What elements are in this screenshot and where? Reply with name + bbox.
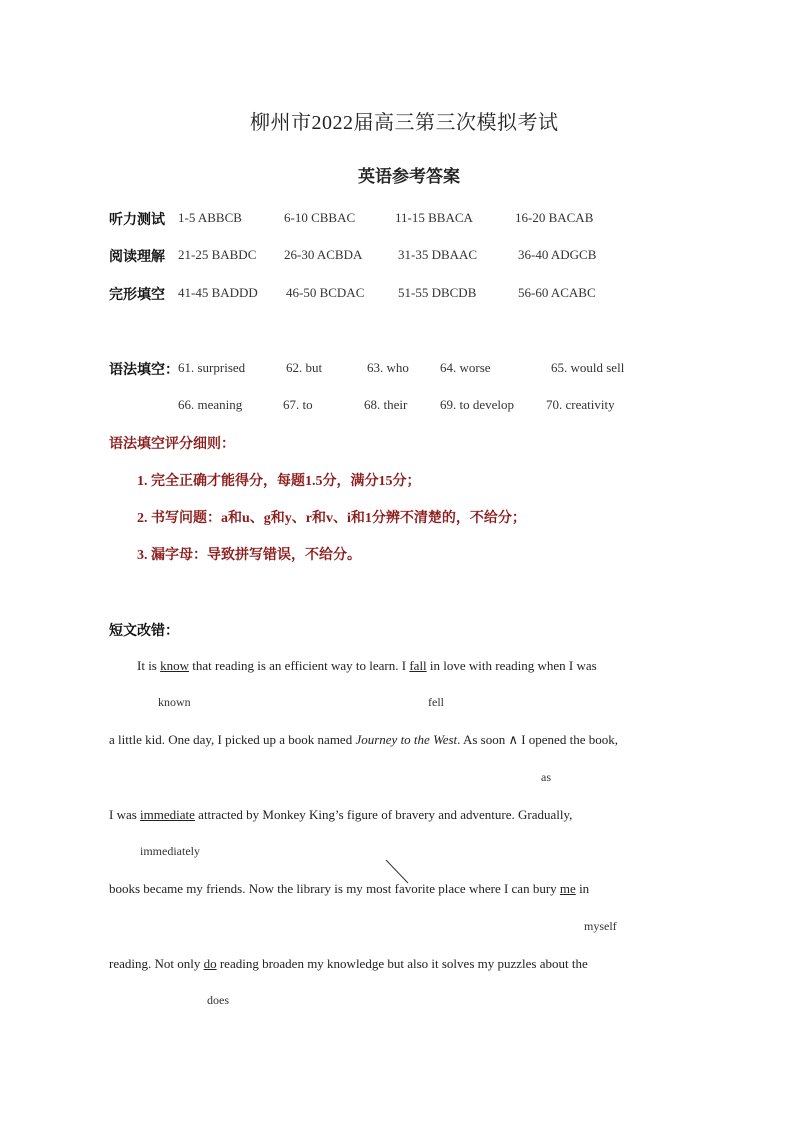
answer-group: 31-35 DBAAC xyxy=(398,247,478,262)
grading-rule: 1. 完全正确才能得分，每题1.5分，满分15分； xyxy=(137,474,421,489)
section-label: 短文改错： xyxy=(109,624,179,639)
answer-group: 1-5 ABBCB xyxy=(178,210,242,225)
error-word: know xyxy=(160,658,190,673)
grammar-answer: 63. who xyxy=(367,360,409,375)
grading-rule: 3. 漏字母：导致拼写错误，不给分。 xyxy=(137,548,361,563)
section-label: 阅读理解 xyxy=(109,250,165,265)
grammar-answer: 61. surprised xyxy=(178,360,246,375)
grammar-answer: 65. would sell xyxy=(551,360,625,375)
error-word: fall xyxy=(409,658,427,673)
grammar-answer: 66. meaning xyxy=(178,397,243,412)
grading-title: 语法填空评分细则： xyxy=(109,437,235,452)
grammar-answer: 67. to xyxy=(283,397,313,412)
correction-word: fell xyxy=(428,695,444,709)
passage-line: a little kid. One day, I picked up a book named Journey to the West. As soon ∧ I opened the book, xyxy=(109,732,618,747)
section-label: 听力测试 xyxy=(109,213,165,228)
page-subtitle: 英语参考答案 xyxy=(358,167,460,186)
correction-word: known xyxy=(158,695,191,709)
answer-group: 36-40 ADGCB xyxy=(518,247,597,262)
correction-word: immediately xyxy=(140,844,200,858)
correction-word: myself xyxy=(584,919,617,933)
error-word: do xyxy=(203,956,217,971)
answer-group: 51-55 DBCDB xyxy=(398,285,477,300)
answer-group: 6-10 CBBAC xyxy=(284,210,356,225)
page-title: 柳州市2022届高三第三次模拟考试 xyxy=(250,112,559,134)
error-word: me xyxy=(559,881,576,896)
grading-rule: 2. 书写问题：a和u、g和y、r和v、i和1分辨不清楚的，不给分； xyxy=(137,511,526,526)
grammar-answer: 62. but xyxy=(286,360,323,375)
answer-group: 11-15 BBACA xyxy=(395,210,473,225)
answer-group: 41-45 BADDD xyxy=(178,285,258,300)
grammar-answer: 68. their xyxy=(364,397,408,412)
passage-line: reading. Not only do reading broaden my knowledge but also it solves my puzzles about the xyxy=(109,956,588,971)
book-title: Journey to the West xyxy=(355,732,458,747)
correction-word: as xyxy=(541,770,551,784)
passage-line: I was immediate attracted by Monkey King’s figure of bravery and adventure. Gradually, xyxy=(109,807,573,822)
answer-group: 46-50 BCDAC xyxy=(286,285,365,300)
deleted-word: most xyxy=(366,881,392,896)
passage-line: It is know that reading is an efficient way to learn. I fall in love with reading when I was xyxy=(137,658,597,673)
grammar-answer: 69. to develop xyxy=(440,397,515,412)
passage-line: books became my friends. Now the library is my most favorite place where I can bury me in xyxy=(109,881,590,896)
correction-word: does xyxy=(207,993,229,1007)
section-label: 完形填空 xyxy=(109,288,165,303)
answer-group: 16-20 BACAB xyxy=(515,210,594,225)
error-word: immediate xyxy=(140,807,195,822)
answer-group: 26-30 ACBDA xyxy=(284,247,363,262)
section-label: 语法填空： xyxy=(109,363,179,378)
grammar-answer: 70. creativity xyxy=(546,397,615,412)
answer-group: 56-60 ACABC xyxy=(518,285,596,300)
answer-group: 21-25 BABDC xyxy=(178,247,257,262)
grammar-answer: 64. worse xyxy=(440,360,491,375)
